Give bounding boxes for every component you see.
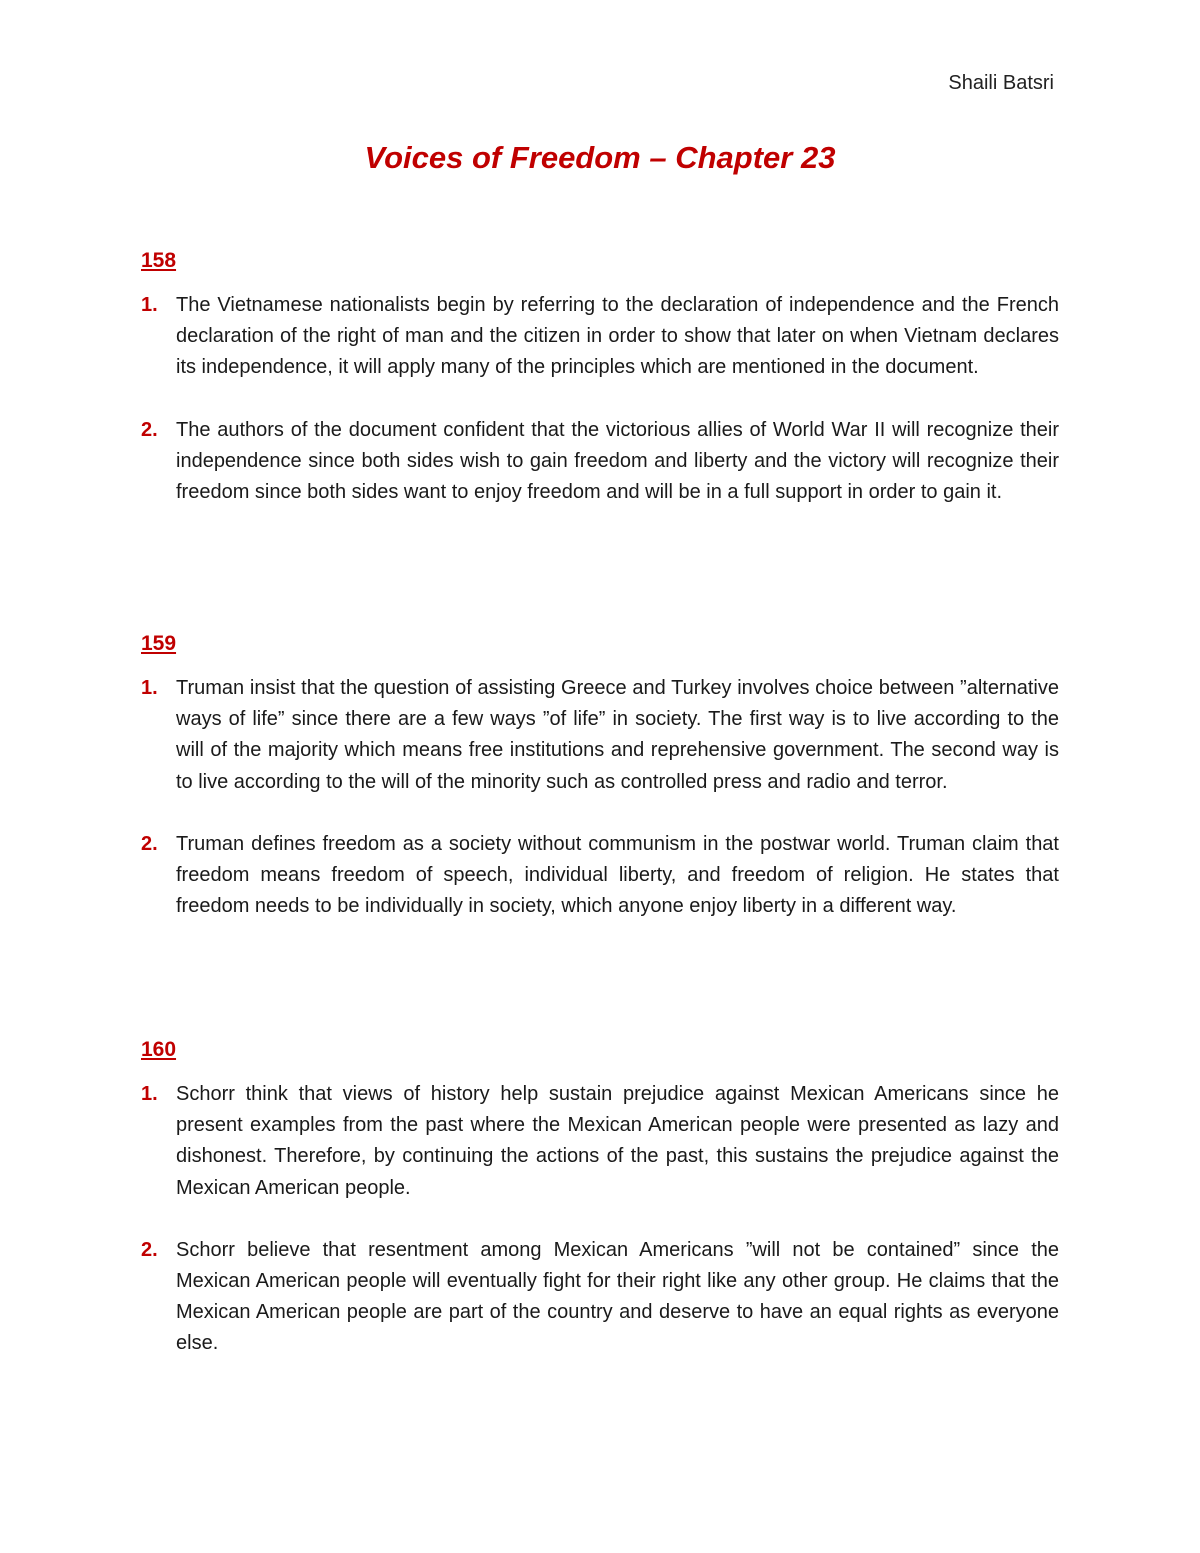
item-number: 1. (141, 294, 158, 316)
author-name: Shaili Batsri (948, 72, 1054, 94)
item-number: 2. (141, 418, 158, 441)
item-text: Schorr believe that resentment among Mexican Americans ”will not be contained” since the Mexican American people will eventually fight for their right like any other group. He claims that the Mexican American people are part of the country and deserve to have an equal rights as everyone else. (176, 1238, 1059, 1355)
answer-item (141, 1079, 1059, 1204)
answer-item (141, 1235, 1059, 1360)
item-text: The authors of the document confident that the victorious allies of World War II will recognize their independence since both sides wish to gain freedom and liberty and the victory will recognize their freedom since both sides want to enjoy freedom and will be in a full support in order to gain it. (176, 418, 1059, 504)
answer-item (141, 290, 1059, 384)
answer-item (141, 415, 1059, 509)
answer-item (141, 673, 1059, 798)
document-title: Voices of Freedom – Chapter 23 (364, 140, 836, 175)
item-number: 2. (141, 1238, 158, 1261)
item-text: Schorr think that views of history help sustain prejudice against Mexican Americans since he present examples from the past where the Mexican American people were presented as lazy and dishonest. Therefore, by continuing the actions of the past, this sustains the prejudice against the Mexican American people. (176, 1083, 1059, 1199)
section-158 (141, 246, 1059, 539)
section-number: 159 (141, 632, 177, 655)
section-160 (141, 1035, 1059, 1391)
section-number: 158 (141, 249, 177, 272)
section-159 (141, 629, 1059, 953)
section-number: 160 (141, 1038, 177, 1061)
item-number: 2. (141, 832, 158, 855)
item-text: Truman defines freedom as a society without communism in the postwar world. Truman claim that freedom means freedom of speech, individual liberty, and freedom of religion. He states that freedom needs to be individually in society, which anyone enjoy liberty in a different way. (176, 832, 1059, 918)
item-text: The Vietnamese nationalists begin by referring to the declaration of independence and the French declaration of the right of man and the citizen in order to show that later on when Vietnam declares its independence, it will apply many of the principles which are mentioned in the document. (176, 294, 1059, 379)
item-text: Truman insist that the question of assisting Greece and Turkey involves choice between ”alternative ways of life” since there are a few ways ”of life” in society. The first way is to live according to the will of the majority which means free institutions and reprehensive government. The second way is to live according to the will of the minority such as controlled press and radio and terror. (176, 677, 1059, 793)
answer-item (141, 829, 1059, 923)
item-number: 1. (141, 677, 158, 699)
item-number: 1. (141, 1083, 158, 1105)
